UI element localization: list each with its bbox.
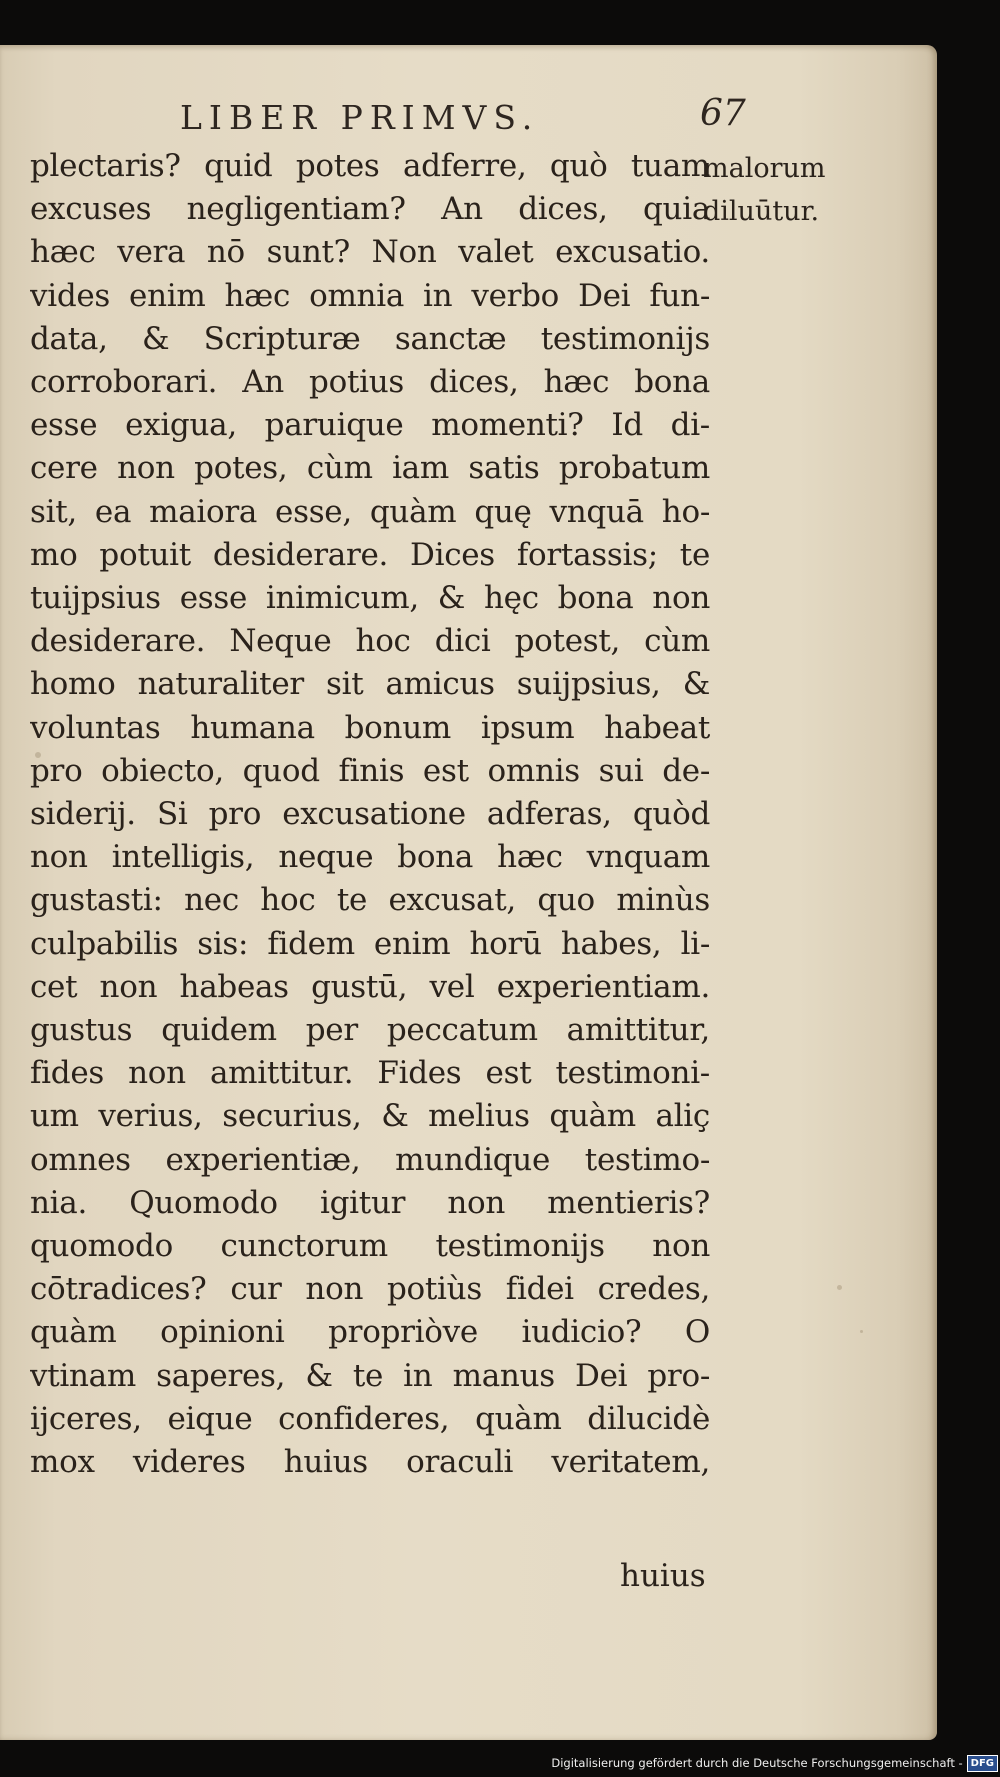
foxing-spot	[860, 1330, 863, 1333]
text-line: quàm opinioni propriòve iudicio? O	[30, 1314, 710, 1351]
text-line: sit, ea maiora esse, quàm quę vnquā ho-	[30, 493, 710, 530]
text-line: pro obiecto, quod finis est omnis sui de-	[30, 752, 710, 789]
text-line: siderij. Si pro excusatione adferas, quòd	[30, 796, 710, 833]
text-line: cōtradices? cur non potiùs fidei credes,	[30, 1271, 710, 1308]
text-line: tuijpsius esse inimicum, & hęc bona non	[30, 580, 710, 617]
page-number: 67	[700, 93, 746, 134]
book-page	[0, 45, 937, 1740]
text-line: cere non potes, cùm iam satis probatum	[30, 450, 710, 487]
marginal-note-line: malorum	[703, 153, 826, 184]
text-line: omnes experientiæ, mundique testimo-	[30, 1141, 710, 1178]
text-line: mox videres huius oraculi veritatem,	[30, 1444, 710, 1481]
text-line: culpabilis sis: fidem enim horū habes, li-	[30, 925, 710, 962]
text-line: data, & Scripturæ sanctæ testimonijs	[30, 320, 710, 357]
body-text	[30, 145, 710, 1484]
text-line: gustasti: nec hoc te excusat, quo minùs	[30, 882, 710, 919]
dfg-logo: DFG	[967, 1755, 998, 1772]
catchword: huius	[620, 1558, 706, 1594]
text-line: desiderare. Neque hoc dici potest, cùm	[30, 623, 710, 660]
text-line: um verius, securius, & melius quàm aliç	[30, 1098, 710, 1135]
running-head: LIBER PRIMVS.	[180, 98, 540, 137]
text-line: hæc vera nō sunt? Non valet excusatio.	[30, 234, 710, 271]
text-line: vtinam saperes, & te in manus Dei pro-	[30, 1357, 710, 1394]
text-line: non intelligis, neque bona hæc vnquam	[30, 839, 710, 876]
marginal-note-line: diluūtur.	[703, 196, 820, 227]
text-line: vides enim hæc omnia in verbo Dei fun-	[30, 277, 710, 314]
text-line: ijceres, eique confideres, quàm dilucidè	[30, 1400, 710, 1437]
text-line: quomodo cunctorum testimonijs non	[30, 1228, 710, 1265]
funding-credit-text: Digitalisierung gefördert durch die Deutsche Forschungsgemeinschaft -	[551, 1756, 963, 1770]
text-line: plectaris? quid potes adferre, quò tuam	[30, 148, 710, 184]
text-line: corroborari. An potius dices, hæc bona	[30, 364, 710, 401]
text-line: voluntas humana bonum ipsum habeat	[30, 709, 710, 746]
foxing-spot	[837, 1285, 842, 1290]
text-line: mo potuit desiderare. Dices fortassis; te	[30, 536, 710, 573]
text-line: gustus quidem per peccatum amittitur,	[30, 1012, 710, 1049]
text-line: excuses negligentiam? An dices, quia	[30, 191, 710, 228]
marginal-note	[703, 147, 826, 233]
text-line: esse exigua, paruique momenti? Id di-	[30, 407, 710, 444]
funding-credit	[551, 1751, 998, 1775]
text-line: cet non habeas gustū, vel experientiam.	[30, 968, 710, 1005]
text-line: fides non amittitur. Fides est testimoni-	[30, 1055, 710, 1092]
text-line: nia. Quomodo igitur non mentieris?	[30, 1184, 710, 1221]
text-line: homo naturaliter sit amicus suijpsius, &	[30, 666, 710, 703]
